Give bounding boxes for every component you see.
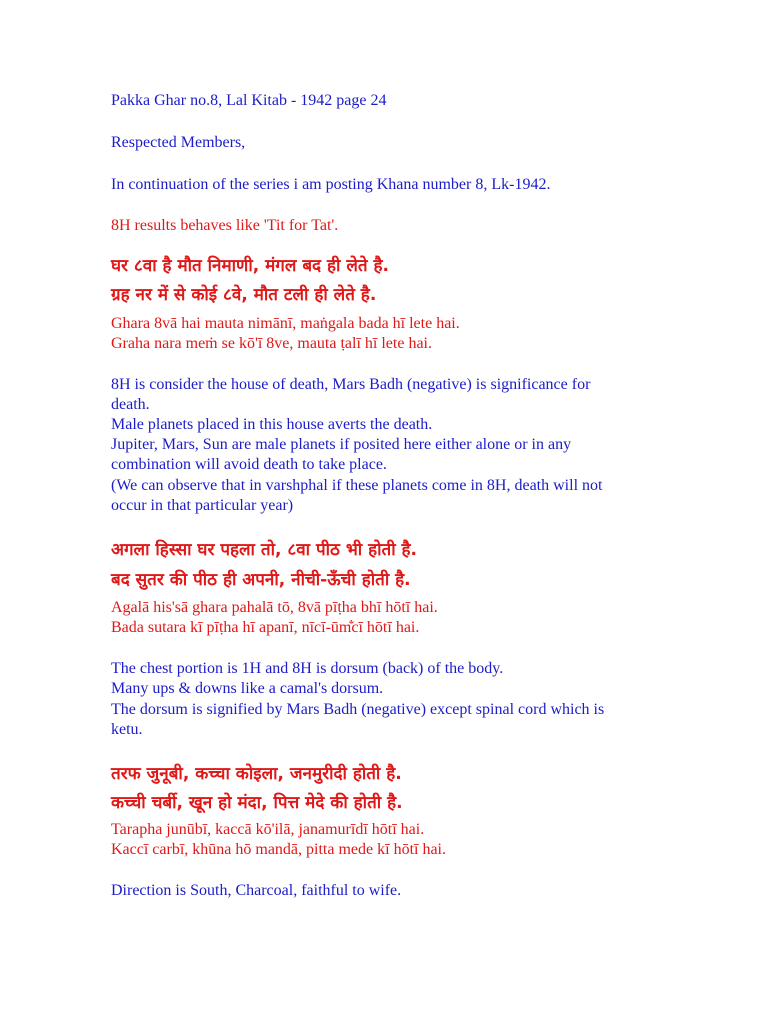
explanation1-line5: combination will avoid death to take place. xyxy=(111,456,387,473)
explanation2-line2: Many ups & downs like a camal's dorsum. xyxy=(111,680,384,697)
explanation1-line7: occur in that particular year) xyxy=(111,497,294,514)
explanation2-line1: The chest portion is 1H and 8H is dorsum (back) of the body. xyxy=(111,660,504,677)
explanation1-line4: Jupiter, Mars, Sun are male planets if posited here either alone or in any xyxy=(111,436,572,453)
intro-paragraph: In continuation of the series i am posting Khana number 8, Lk-1942. xyxy=(111,176,551,193)
verse2-translit-line2: Bada sutara kī pīṭha hī apanī, nīcī-ūm̐cī hōtī hai. xyxy=(111,619,420,636)
verse3-hindi-line2: कच्ची चर्बी, खून हो मंदा, पित्त मेदे की होती है. xyxy=(111,793,403,813)
explanation2-line3: The dorsum is signified by Mars Badh (negative) except spinal cord which is xyxy=(111,701,605,718)
explanation1-line1: 8H is consider the house of death, Mars Badh (negative) is significance for xyxy=(111,376,591,393)
verse3-hindi-line1: तरफ जुनूबी, कच्चा कोइला, जनमुरीदी होती है. xyxy=(111,764,402,784)
verse2-hindi-line2: बद सुतर की पीठ ही अपनी, नीची-ऊँची होती है. xyxy=(111,570,411,590)
verse1-hindi-line2: ग्रह नर में से कोई ८वे, मौत टली ही लेते है. xyxy=(111,285,377,305)
explanation1-line6: (We can observe that in varshphal if these planets come in 8H, death will not xyxy=(111,477,603,494)
tagline: 8H results behaves like 'Tit for Tat'. xyxy=(111,217,339,234)
verse2-translit-line1: Agalā his'sā ghara pahalā tō, 8vā pīṭha bhī hōtī hai. xyxy=(111,599,438,616)
conclusion: Direction is South, Charcoal, faithful to wife. xyxy=(111,882,402,899)
verse3-translit-line1: Tarapha junūbī, kaccā kō'ilā, janamurīdī hōtī hai. xyxy=(111,821,425,838)
verse1-translit-line1: Ghara 8vā hai mauta nimānī, maṅgala bada hī lete hai. xyxy=(111,315,460,332)
document-header: Pakka Ghar no.8, Lal Kitab - 1942 page 24 xyxy=(111,92,387,109)
verse1-translit-line2: Graha nara meṁ se kō'ī 8ve, mauta ṭalī hī lete hai. xyxy=(111,335,432,352)
explanation1-line2: death. xyxy=(111,396,150,413)
verse2-hindi-line1: अगला हिस्सा घर पहला तो, ८वा पीठ भी होती है. xyxy=(111,540,418,560)
verse3-translit-line2: Kaccī carbī, khūna hō mandā, pitta mede kī hōtī hai. xyxy=(111,841,446,858)
verse1-hindi-line1: घर ८वा है मौत निमाणी, मंगल बद ही लेते है. xyxy=(111,256,389,276)
explanation2-line4: ketu. xyxy=(111,721,143,738)
greeting: Respected Members, xyxy=(111,134,246,151)
explanation1-line3: Male planets placed in this house averts the death. xyxy=(111,416,433,433)
